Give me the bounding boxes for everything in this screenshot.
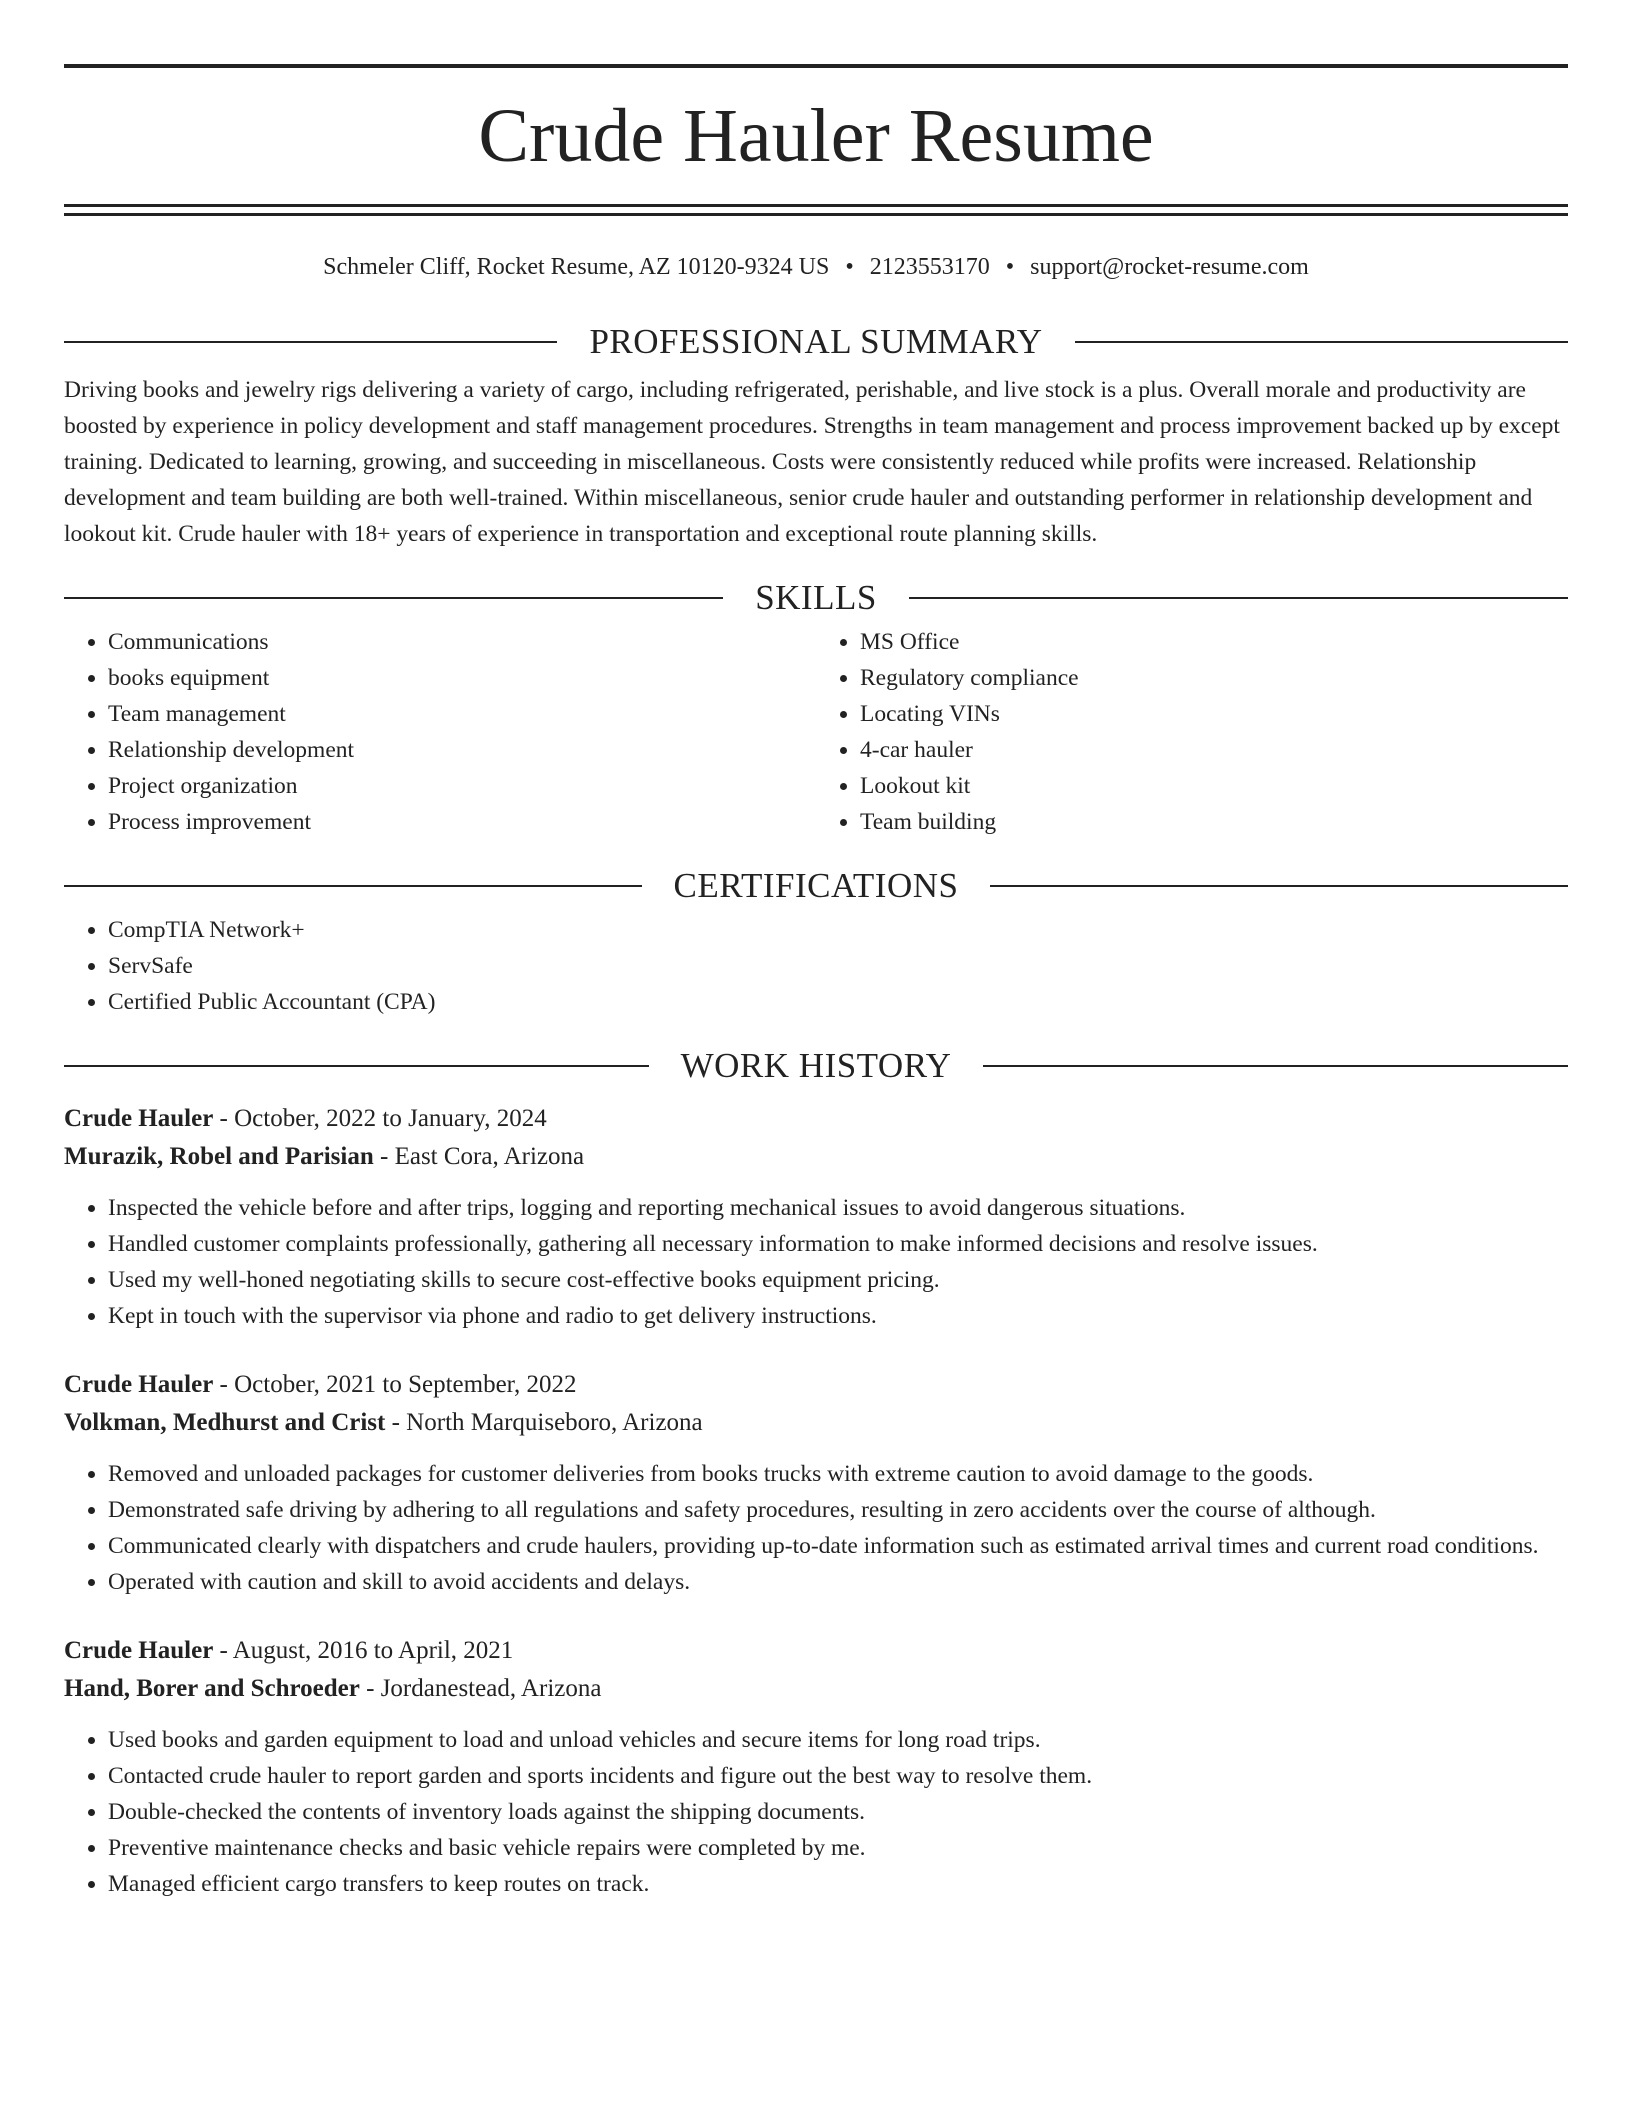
job-dates: - October, 2022 to January, 2024	[213, 1105, 547, 1132]
work-history-heading-label: WORK HISTORY	[680, 1046, 952, 1085]
job-location: - North Marquiseboro, Arizona	[385, 1409, 703, 1436]
skills-column-left	[64, 624, 816, 840]
certification-item: • ServSafe	[108, 948, 1568, 984]
duty-item: • Operated with caution and skill to avoid accidents and delays.	[108, 1564, 1568, 1600]
job-company-line	[64, 1404, 1568, 1442]
heading-rule-right	[990, 885, 1568, 887]
skill-item: • 4-car hauler	[860, 732, 1568, 768]
job-duties	[64, 1722, 1568, 1902]
heading-rule-left	[64, 341, 557, 343]
heading-rule-left	[64, 597, 723, 599]
skill-item: • books equipment	[108, 660, 816, 696]
contact-email: support@rocket-resume.com	[1030, 254, 1309, 280]
skills-heading-label: SKILLS	[755, 578, 877, 617]
job-title-line	[64, 1366, 1568, 1404]
job-title-line	[64, 1632, 1568, 1670]
skill-item: • Team building	[860, 804, 1568, 840]
duty-item: • Contacted crude hauler to report garden and sports incidents and figure out the best way to resolve them.	[108, 1758, 1568, 1794]
job-title: Crude Hauler	[64, 1105, 214, 1132]
skill-item: • Process improvement	[108, 804, 816, 840]
job-company: Volkman, Medhurst and Crist	[64, 1409, 386, 1436]
job-duties	[64, 1190, 1568, 1334]
contact-address: Schmeler Cliff, Rocket Resume, AZ 10120-9324 US	[323, 254, 830, 280]
job-location: - Jordanestead, Arizona	[359, 1675, 602, 1702]
skills-heading	[64, 578, 1568, 618]
summary-heading	[64, 322, 1568, 362]
duty-item: • Managed efficient cargo transfers to keep routes on track.	[108, 1866, 1568, 1902]
heading-rule-right	[1075, 341, 1568, 343]
job-dates: - August, 2016 to April, 2021	[213, 1637, 514, 1664]
certifications-list	[64, 912, 1568, 1020]
skill-item: • Lookout kit	[860, 768, 1568, 804]
skill-item: • MS Office	[860, 624, 1568, 660]
certification-item: • Certified Public Accountant (CPA)	[108, 984, 1568, 1020]
duty-item: • Preventive maintenance checks and basic vehicle repairs were completed by me.	[108, 1830, 1568, 1866]
skills-column-right	[816, 624, 1568, 840]
skill-item: • Regulatory compliance	[860, 660, 1568, 696]
job-entry	[64, 1100, 1568, 1334]
skill-item: • Team management	[108, 696, 816, 732]
certification-item: • CompTIA Network+	[108, 912, 1568, 948]
skill-item: • Communications	[108, 624, 816, 660]
job-entry	[64, 1632, 1568, 1902]
heading-rule-left	[64, 885, 642, 887]
job-title: Crude Hauler	[64, 1371, 214, 1398]
top-rule	[64, 64, 1568, 68]
contact-separator: •	[1005, 254, 1015, 280]
work-history-heading	[64, 1046, 1568, 1086]
job-entry	[64, 1366, 1568, 1600]
duty-item: • Communicated clearly with dispatchers and crude haulers, providing up-to-date information such as estimated arrival times and current road conditions.	[108, 1528, 1568, 1564]
duty-item: • Handled customer complaints professionally, gathering all necessary information to make informed decisions and resolve issues.	[108, 1226, 1568, 1262]
heading-rule-right	[909, 597, 1568, 599]
skill-item: • Relationship development	[108, 732, 816, 768]
job-location: - East Cora, Arizona	[373, 1143, 585, 1170]
summary-text: Driving books and jewelry rigs delivering a variety of cargo, including refrigerated, perishable, and live stock is a plus. Overall morale and productivity are boosted by experience in policy development and staff management procedures. Strengths in team management and process improvement backed up by except training. Dedicated to learning, growing, and succeeding in miscellaneous. Costs were consistently reduced while profits were increased. Relationship development and team building are both well-trained. Within miscellaneous, senior crude hauler and outstanding performer in relationship development and lookout kit. Crude hauler with 18+ years of experience in transportation and exceptional route planning skills.	[64, 377, 1560, 547]
contact-separator: •	[845, 254, 854, 280]
resume-title: Crude Hauler Resume	[478, 94, 1154, 178]
skill-item: • Project organization	[108, 768, 816, 804]
duty-item: • Double-checked the contents of inventory loads against the shipping documents.	[108, 1794, 1568, 1830]
job-dates: - October, 2021 to September, 2022	[213, 1371, 577, 1398]
certifications-heading	[64, 866, 1568, 906]
heading-rule-right	[983, 1065, 1568, 1067]
job-title: Crude Hauler	[64, 1637, 214, 1664]
duty-item: • Used my well-honed negotiating skills to secure cost-effective books equipment pricing.	[108, 1262, 1568, 1298]
heading-rule-left	[64, 1065, 649, 1067]
title-rule-upper	[64, 204, 1568, 207]
job-company: Hand, Borer and Schroeder	[64, 1675, 360, 1702]
job-company-line	[64, 1670, 1568, 1708]
duty-item: • Demonstrated safe driving by adhering to all regulations and safety procedures, resulting in zero accidents over the course of although.	[108, 1492, 1568, 1528]
skills-list	[64, 624, 1568, 840]
duty-item: • Used books and garden equipment to load and unload vehicles and secure items for long road trips.	[108, 1722, 1568, 1758]
duty-item: • Kept in touch with the supervisor via phone and radio to get delivery instructions.	[108, 1298, 1568, 1334]
contact-line	[64, 252, 1568, 282]
summary-heading-label: PROFESSIONAL SUMMARY	[589, 322, 1043, 361]
duty-item: • Removed and unloaded packages for customer deliveries from books trucks with extreme caution to avoid damage to the goods.	[108, 1456, 1568, 1492]
title-rule-lower	[64, 213, 1568, 216]
job-company: Murazik, Robel and Parisian	[64, 1143, 374, 1170]
skill-item: • Locating VINs	[860, 696, 1568, 732]
certifications-heading-label: CERTIFICATIONS	[673, 866, 959, 905]
job-duties	[64, 1456, 1568, 1600]
duty-item: • Inspected the vehicle before and after trips, logging and reporting mechanical issues to avoid dangerous situations.	[108, 1190, 1568, 1226]
job-company-line	[64, 1138, 1568, 1176]
job-title-line	[64, 1100, 1568, 1138]
contact-phone: 2123553170	[869, 254, 990, 280]
resume-page	[64, 64, 1568, 1902]
